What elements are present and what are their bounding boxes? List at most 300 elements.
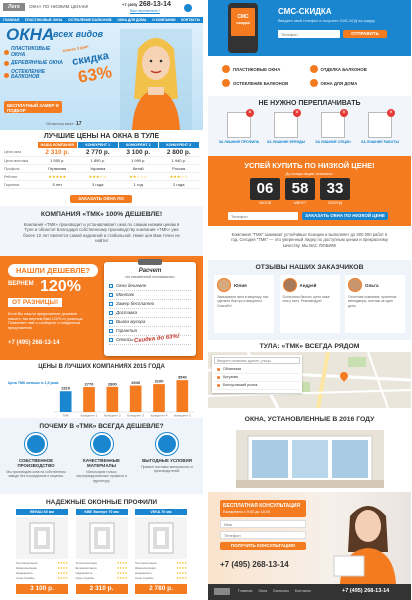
quality-icon <box>91 433 113 455</box>
sms-section <box>208 0 411 56</box>
discount-label: скидка <box>71 49 110 69</box>
checklist-label: Замер бесплатно <box>116 301 155 306</box>
why-item-text: Мы производим окна на собственном заводе без посредников и наценок. <box>6 470 66 479</box>
company-title: КОМПАНИЯ «ТМК» 100% ДЕШЕВЛЕ! <box>40 211 163 218</box>
avatar <box>348 278 362 292</box>
table-cell: 1 990 р. <box>131 158 146 163</box>
price-table <box>4 142 199 189</box>
cross-icon: × <box>246 109 254 117</box>
profile-prop-label: Надежность <box>135 571 152 575</box>
checklist-label: Окна дешевле <box>116 283 147 288</box>
why-item <box>137 433 197 483</box>
profile-prop-label: Теплоизоляция <box>75 561 97 565</box>
table-cell: 2 770 р. <box>85 148 110 156</box>
about-section <box>208 226 411 260</box>
footer-links <box>238 589 311 593</box>
header <box>0 0 203 17</box>
profile-props <box>16 561 68 581</box>
discount-value: 63% <box>76 62 114 87</box>
profile-price: 3 100 р. <box>16 584 68 594</box>
footer-link[interactable]: Главная <box>238 589 253 593</box>
timer-sub: До конца акции осталось: <box>285 171 334 176</box>
counter-label <box>46 121 82 127</box>
service-label: ПЛАСТИКОВЫЕ ОКНА <box>233 66 281 72</box>
profile-prop <box>76 576 128 581</box>
window-icon <box>321 112 345 138</box>
service-label: ОСТЕКЛЕНИЕ БАЛКОНОВ <box>233 80 289 86</box>
map-panel <box>212 355 302 393</box>
profiles-title: НАДЕЖНЫЕ ОКОННЫЕ ПРОФИЛИ <box>45 499 158 506</box>
location-pin-icon <box>217 384 220 387</box>
nav-item[interactable]: КОНТАКТЫ <box>181 18 201 22</box>
profile-image <box>135 517 187 559</box>
profile-props <box>135 561 187 581</box>
check-icon <box>4 73 9 78</box>
footer-link[interactable]: Балконы <box>273 589 289 593</box>
hero-feature <box>4 47 64 58</box>
map-place[interactable] <box>214 366 300 374</box>
cross-icon: × <box>293 109 301 117</box>
consult-box <box>220 500 306 517</box>
table-cell: ★★★☆☆ <box>169 174 188 179</box>
nav-item[interactable]: О КОМПАНИИ <box>152 18 176 22</box>
countdown-value: 33 <box>320 178 350 200</box>
checklist-label: Монтаж <box>116 292 135 297</box>
checklist-label: Гарантия <box>116 328 137 333</box>
checklist-item <box>109 318 191 327</box>
table-row <box>4 165 199 173</box>
note-title: Расчет <box>138 268 162 274</box>
profile-prop-label: Надежность <box>75 571 93 575</box>
rating-stars-icon: ★★★★ <box>57 561 68 565</box>
rating-stars-icon: ★★★★ <box>57 566 68 570</box>
rating-stars-icon: ★★★★ <box>116 571 128 575</box>
hero-title: ОКНА <box>6 25 55 44</box>
location-pin-icon <box>217 376 220 379</box>
row-label: Профиль <box>4 166 20 171</box>
rating-stars-icon: ★★★★ <box>57 571 68 575</box>
checklist-item <box>109 300 191 309</box>
footer <box>208 584 411 600</box>
service-item[interactable] <box>310 62 398 76</box>
reviews-section <box>208 260 411 340</box>
tagline: ОКНА ПО НИЗКИМ ЦЕНАМ! <box>29 4 89 9</box>
clipboard-note <box>104 262 196 356</box>
chart-bar <box>130 386 142 412</box>
countdown-unit: МИНУТ <box>293 201 307 205</box>
check-icon <box>4 50 9 55</box>
countdown <box>250 178 350 205</box>
sms-title: СМС-СКИДКА <box>278 7 332 16</box>
map-place-label: Белоусовский рынок <box>223 383 258 387</box>
reviews-title: ОТЗЫВЫ НАШИХ ЗАКАЗЧИКОВ <box>255 264 364 271</box>
countdown-value: 06 <box>250 178 280 200</box>
profile-card[interactable] <box>16 509 68 594</box>
review-card <box>345 275 405 333</box>
countdown-unit: СЕКУНД <box>327 201 343 205</box>
reviewer-name: Андрей <box>299 282 317 288</box>
callback-link[interactable]: Вам перезвонить? <box>130 9 160 13</box>
review-text: Остеклили балкон, цена ниже чем у всех. Рекомендую! <box>282 295 330 304</box>
overpay-item <box>265 112 307 144</box>
map-place-label: Обнинская <box>223 367 242 371</box>
bar-value-label: 2940 <box>131 380 141 386</box>
why-item-text: Используем только сертифицированные профили и фурнитуру. <box>76 470 127 483</box>
checklist-item <box>109 282 191 291</box>
profiles-section <box>0 494 203 600</box>
checkbox-icon: ✓ <box>110 302 114 307</box>
profile-image <box>16 517 68 559</box>
checklist-item <box>109 291 191 300</box>
right-column <box>208 0 411 600</box>
consult-title: БЕСПЛАТНАЯ КОНСУЛЬТАЦИЯ <box>223 503 301 509</box>
installed-section <box>208 408 411 492</box>
clipboard-clip-icon <box>138 259 162 265</box>
hero-feature <box>4 61 64 67</box>
return-label: ВЕРНЕМ <box>8 281 34 287</box>
chart-bar <box>107 387 119 412</box>
checklist-label: Вывоз мусора <box>116 319 146 324</box>
profile-prop-label: Теплоизоляция <box>135 561 157 565</box>
overpay-label: ЗА ЛИШНИЕ РАБОТЫ <box>361 140 399 144</box>
table-cell: 1 940 р. <box>171 158 186 163</box>
table-cell: Китай <box>132 166 144 171</box>
chart-title: ЦЕНЫ В ЛУЧШИХ КОМПАНИЯХ 2015 ГОДА <box>38 364 165 370</box>
checkbox-icon: ✓ <box>110 311 114 316</box>
glazing-icon <box>222 79 230 87</box>
cheaper-phone[interactable]: +7 (495) 268-13-14 <box>8 340 60 346</box>
location-pin-icon <box>217 368 220 371</box>
sms-text: Введите свой телефон и получите СМС-КОД на скидку <box>278 19 375 23</box>
profile-prop-label: Срок службы <box>16 576 35 580</box>
consult-button[interactable]: ПОЛУЧИТЬ КОНСУЛЬТАЦИЮ <box>220 542 306 550</box>
profile-prop <box>16 576 68 581</box>
footer-link[interactable]: Окна <box>258 589 268 593</box>
cross-icon: × <box>340 109 348 117</box>
table-cell: 2 800 р. <box>166 148 191 156</box>
timer-section <box>208 156 411 226</box>
profile-prop-label: Шумоизоляция <box>75 566 97 570</box>
profile-card[interactable] <box>76 509 128 594</box>
price-cta-button[interactable]: ЗАКАЗАТЬ ОКНА ПО <box>70 195 132 203</box>
avatar <box>217 278 231 292</box>
overpay-label: ЗА ЛИШНИЕ БРЕНДЫ <box>266 140 306 144</box>
why-item <box>6 433 66 483</box>
checklist-item <box>109 309 191 318</box>
hero-subtitle: всех видов <box>53 29 104 39</box>
rating-stars-icon: ★★★★ <box>176 561 187 565</box>
table-cell: Россия <box>172 166 186 171</box>
profile-props <box>76 561 128 581</box>
price-chart <box>4 372 199 418</box>
rating-stars-icon: ★★★★ <box>116 566 128 570</box>
header-phone[interactable] <box>122 1 171 8</box>
table-cell: 5 лет <box>52 182 63 187</box>
bar-category-label: ТМК <box>62 413 69 418</box>
nav-item[interactable]: ОКНА ДЛЯ ДОМА <box>117 18 147 22</box>
window-icon <box>227 112 251 138</box>
table-cell: 3 100 р. <box>126 148 151 156</box>
table-cell: 1 550 р. <box>50 158 65 163</box>
checkbox-icon: ✓ <box>110 329 114 334</box>
price-col-header: НАША КОМПАНИЯ <box>38 142 78 148</box>
left-column <box>0 0 203 600</box>
profile-prop-label: Шумоизоляция <box>135 566 156 570</box>
window-icon <box>222 65 230 73</box>
countdown-cell <box>320 178 350 205</box>
counter-label-text: Осталось мест: <box>46 121 75 126</box>
profile-prop-label: Шумоизоляция <box>16 566 37 570</box>
price-col-header: КОНКУРЕНТ 1 <box>78 142 118 148</box>
hero-feature <box>4 70 64 81</box>
house-icon <box>310 79 318 87</box>
nav-item[interactable]: ПЛАСТИКОВЫЕ ОКНА <box>25 18 63 22</box>
table-cell: ★★★★★ <box>48 174 67 179</box>
bar-value-label: 2310 <box>61 385 71 391</box>
why-title: ПОЧЕМУ В «ТМК» ВСЕГДА ДЕШЕВЛЕ? <box>39 423 164 430</box>
hero-features <box>4 47 64 84</box>
countdown-value: 58 <box>285 178 315 200</box>
why-items <box>6 433 197 483</box>
price-col-header: КОНКУРЕНТ 2 <box>119 142 159 148</box>
phone-number: 268-13-14 <box>138 1 171 8</box>
price-title: ЛУЧШИЕ ЦЕНЫ НА ОКНА В ТУЛЕ <box>43 133 160 140</box>
balcony-icon <box>310 65 318 73</box>
cheaper-title: НАШЛИ ДЕШЕВЛЕ? <box>8 264 98 277</box>
price-section <box>0 130 203 205</box>
consult-name-input[interactable] <box>220 520 306 528</box>
profile-price: 2 310 р. <box>76 584 128 594</box>
discount-note: только 3 дня! <box>61 43 89 54</box>
overpay-item <box>359 112 401 144</box>
footer-logo-icon[interactable] <box>214 588 230 595</box>
overpay-title: НЕ НУЖНО ПЕРЕПЛАЧИВАТЬ <box>258 100 361 107</box>
nav-item[interactable]: ГЛАВНАЯ <box>2 18 20 22</box>
about-text: Компания "ТМК" занимает устойчивые позиции и выполняет до 300 000 работ в год. Сегодня "ТМК" — это уверенный лидер по доступным ценам и прекрасному качеству. Мы ВАС ЛЮБИМ! <box>231 232 388 248</box>
company-text: Компания «ТМК» производит и устанавливает окна по самым низким ценам в Туле и области! Благодаря собственному производству компания «ТМК» уже более 10 лет является самой надежной и стабильной. Ниже цен Вам точно не найти! <box>23 222 180 244</box>
cheaper-section <box>0 256 203 360</box>
review-text: Отличная компания, приятные менеджеры, монтаж за один день. <box>348 295 397 308</box>
overpay-label: ЗА ЛИШНИЕ ПРОФИЛЬ <box>218 140 260 144</box>
counter-value: 17 <box>75 121 82 127</box>
profile-name: VEKA 70 мм <box>135 509 187 515</box>
window-icon <box>274 112 298 138</box>
installed-photo[interactable] <box>236 430 384 488</box>
chart-bar <box>60 391 72 412</box>
table-cell: 2 310 р. <box>45 148 70 156</box>
profile-prop-label: Теплоизоляция <box>16 561 38 565</box>
overpay-item <box>218 112 260 144</box>
countdown-unit: ЧАСОВ <box>258 201 272 205</box>
timer-phone-input[interactable] <box>228 212 298 220</box>
table-cell: ★★★☆☆ <box>88 174 107 179</box>
profile-prop <box>135 576 187 581</box>
map[interactable] <box>208 352 411 408</box>
profile-prop-label: Срок службы <box>75 576 94 580</box>
countdown-cell <box>285 178 315 205</box>
consult-section <box>208 492 411 584</box>
map-places <box>214 366 300 390</box>
rating-stars-icon: ★★★★ <box>57 576 68 580</box>
map-place[interactable] <box>214 374 300 382</box>
map-search-input[interactable]: Введите название здания, улицы <box>214 357 300 364</box>
checkbox-icon: ✓ <box>110 293 114 298</box>
table-cell: 3 года <box>92 182 104 187</box>
table-row <box>4 148 199 157</box>
phone-screen-label: СМС <box>237 14 249 20</box>
map-place-label: Кутузова <box>223 375 238 379</box>
bar-value-label: 3540 <box>177 374 187 380</box>
footer-link[interactable]: Контакты <box>294 589 312 593</box>
table-cell: 2 года <box>173 182 185 187</box>
phone-illustration <box>228 3 258 53</box>
reviewer-name: Юлия <box>234 282 247 288</box>
avatar <box>283 278 297 292</box>
price-table-header <box>37 142 199 148</box>
review-text: Заказывали окна в квартиру, все сделали быстро и аккуратно. Спасибо! <box>217 295 269 308</box>
overpay-items <box>218 112 401 144</box>
phone-screen-label2: скидка <box>236 20 250 25</box>
window-icon <box>368 112 392 138</box>
row-label: Гарантия <box>4 182 20 187</box>
bar-category-label: Конкурент 3 <box>127 413 145 418</box>
table-row <box>4 181 199 189</box>
consult-phone[interactable]: +7 (495) 268-13-14 <box>220 560 289 569</box>
checklist-label: Доставка <box>116 310 138 315</box>
factory-icon <box>25 433 47 455</box>
why-section <box>0 418 203 494</box>
consult-phone-input[interactable] <box>220 531 306 539</box>
hero-feature-label: ПЛАСТИКОВЫЕ ОКНА <box>11 46 51 58</box>
timer-title: УСПЕЙ КУПИТЬ ПО НИЗКОЙ ЦЕНЕ! <box>244 161 375 170</box>
review-header <box>283 278 337 292</box>
chart-bubble: Цена ТМК меньше в 1,5 раза <box>8 381 59 385</box>
installed-title: ОКНА, УСТАНОВЛЕННЫЕ В 2016 ГОДУ <box>244 416 375 423</box>
countdown-cell <box>250 178 280 205</box>
overpay-item <box>312 112 354 144</box>
company-section <box>0 206 203 256</box>
row-label: Цена монтажа <box>4 158 29 163</box>
review-header <box>217 278 271 292</box>
profile-items <box>16 509 187 594</box>
sms-phone-input[interactable] <box>278 30 340 38</box>
why-item-label: ВЫГОДНЫЕ УСЛОВИЯ <box>142 458 192 463</box>
consult-sub: Ежедневно с 9:00 до 18:00 <box>223 510 271 514</box>
rating-stars-icon: ★★★★ <box>116 561 128 565</box>
check-icon <box>4 61 9 66</box>
profile-image <box>76 517 128 559</box>
row-label: Рейтинг <box>4 174 18 179</box>
phone-screen <box>231 8 255 36</box>
why-item-label: КАЧЕСТВЕННЫЕ МАТЕРИАЛЫ <box>83 458 120 469</box>
bar-category-label: Конкурент 2 <box>103 413 121 418</box>
profile-card[interactable] <box>135 509 187 594</box>
logo[interactable]: Лого <box>3 3 25 11</box>
bar-value-label: 2770 <box>84 381 94 387</box>
chart-bar <box>177 380 189 412</box>
rating-stars-icon: ★★★★ <box>176 571 187 575</box>
footer-phone[interactable]: +7 (495) 268-13-14 <box>342 588 390 594</box>
why-item-label: СОБСТВЕННОЕ ПРОИЗВОДСТВО <box>17 458 55 469</box>
profile-prop-label: Надежность <box>16 571 33 575</box>
service-item[interactable] <box>310 76 398 90</box>
note-stamp: Скидка до 63%! <box>133 333 181 345</box>
bar-value-label: 2800 <box>107 381 117 387</box>
price-col-header: КОНКУРЕНТ 3 <box>159 142 199 148</box>
map-place[interactable] <box>214 382 300 390</box>
checkbox-icon: ✓ <box>110 338 114 343</box>
profile-prop-label: Срок службы <box>135 576 154 580</box>
table-row <box>4 173 199 181</box>
timer-order-button[interactable]: ЗАКАЗАТЬ ОКНА ПО НИЗКОЙ ЦЕНЕ <box>302 212 388 220</box>
bar-category-label: Конкурент 4 <box>150 413 168 418</box>
review-card <box>214 275 274 333</box>
consultant-photo <box>330 494 406 584</box>
service-item[interactable] <box>222 76 310 90</box>
why-item-text: Прямые поставки материалов от производителей. <box>141 465 193 474</box>
rating-stars-icon: ★★★★ <box>176 576 187 580</box>
chart-bar <box>153 384 165 412</box>
service-label: ОКНА ДЛЯ ДОМА <box>320 80 358 86</box>
services-list <box>208 56 411 96</box>
table-cell: 1 год <box>133 182 143 187</box>
hero <box>0 23 203 130</box>
handshake-icon <box>156 433 178 455</box>
woman-photo <box>120 29 192 130</box>
checkbox-icon: ✓ <box>110 284 114 289</box>
note-sub: по сниженной стоимости <box>125 274 175 279</box>
checkbox-icon: ✓ <box>110 320 114 325</box>
cheaper-text: Если Вы нашли предложение дешевле нашего, мы вернем Вам 120% от разницы. Позвоните нам и сообщите о найденном предложении. <box>8 312 84 331</box>
table-cell: Украина <box>90 166 106 171</box>
hero-cta-button[interactable]: БЕСПЛАТНЫЙ ЗАМЕР И ПОДБОР <box>4 101 62 113</box>
phone-icon[interactable] <box>184 4 192 12</box>
profile-name: KBE Эксперт 70 мм <box>76 509 128 515</box>
rating-stars-icon: ★★★★ <box>176 566 187 570</box>
phone-prefix: +7 (495) <box>122 2 138 7</box>
rating-stars-icon: ★★★★ <box>116 576 128 580</box>
table-cell: Германия <box>48 166 67 171</box>
service-item[interactable] <box>222 62 310 76</box>
cross-icon: × <box>387 109 395 117</box>
profile-name: REHAU 60 мм <box>16 509 68 515</box>
chart-section <box>0 360 203 418</box>
why-item <box>72 433 132 483</box>
bar-category-label: Конкурент 5 <box>173 413 191 418</box>
hero-feature-label: ДЕРЕВЯННЫЕ ОКНА <box>11 60 63 66</box>
table-cell: 1 890 р. <box>90 158 105 163</box>
review-header <box>348 278 402 292</box>
sms-send-button[interactable]: ОТПРАВИТЬ <box>343 30 387 38</box>
review-items <box>214 275 405 333</box>
return-sub: ОТ РАЗНИЦЫ! <box>8 298 62 307</box>
overpay-section <box>208 96 411 156</box>
bar-value-label: 3100 <box>154 378 164 384</box>
checklist-label: Откосы <box>116 337 134 342</box>
map-title: ТУЛА: «ТМК» ВСЕГДА РЯДОМ <box>259 343 360 350</box>
table-cell: ★★☆☆☆ <box>129 174 148 179</box>
table-row <box>4 157 199 165</box>
chart-bar <box>83 387 95 412</box>
return-value: 120% <box>40 278 81 295</box>
overpay-label: ЗА ЛИШНИЕ ОПЦИИ <box>315 140 351 144</box>
service-label: ОТДЕЛКА БАЛКОНОВ <box>320 66 367 72</box>
review-card <box>280 275 340 333</box>
nav-item[interactable]: ОСТЕКЛЕНИЕ БАЛКОНОВ <box>68 18 112 22</box>
bar-category-label: Конкурент 1 <box>80 413 98 418</box>
reviewer-name: Ольга <box>365 282 379 288</box>
profile-price: 2 780 р. <box>135 584 187 594</box>
